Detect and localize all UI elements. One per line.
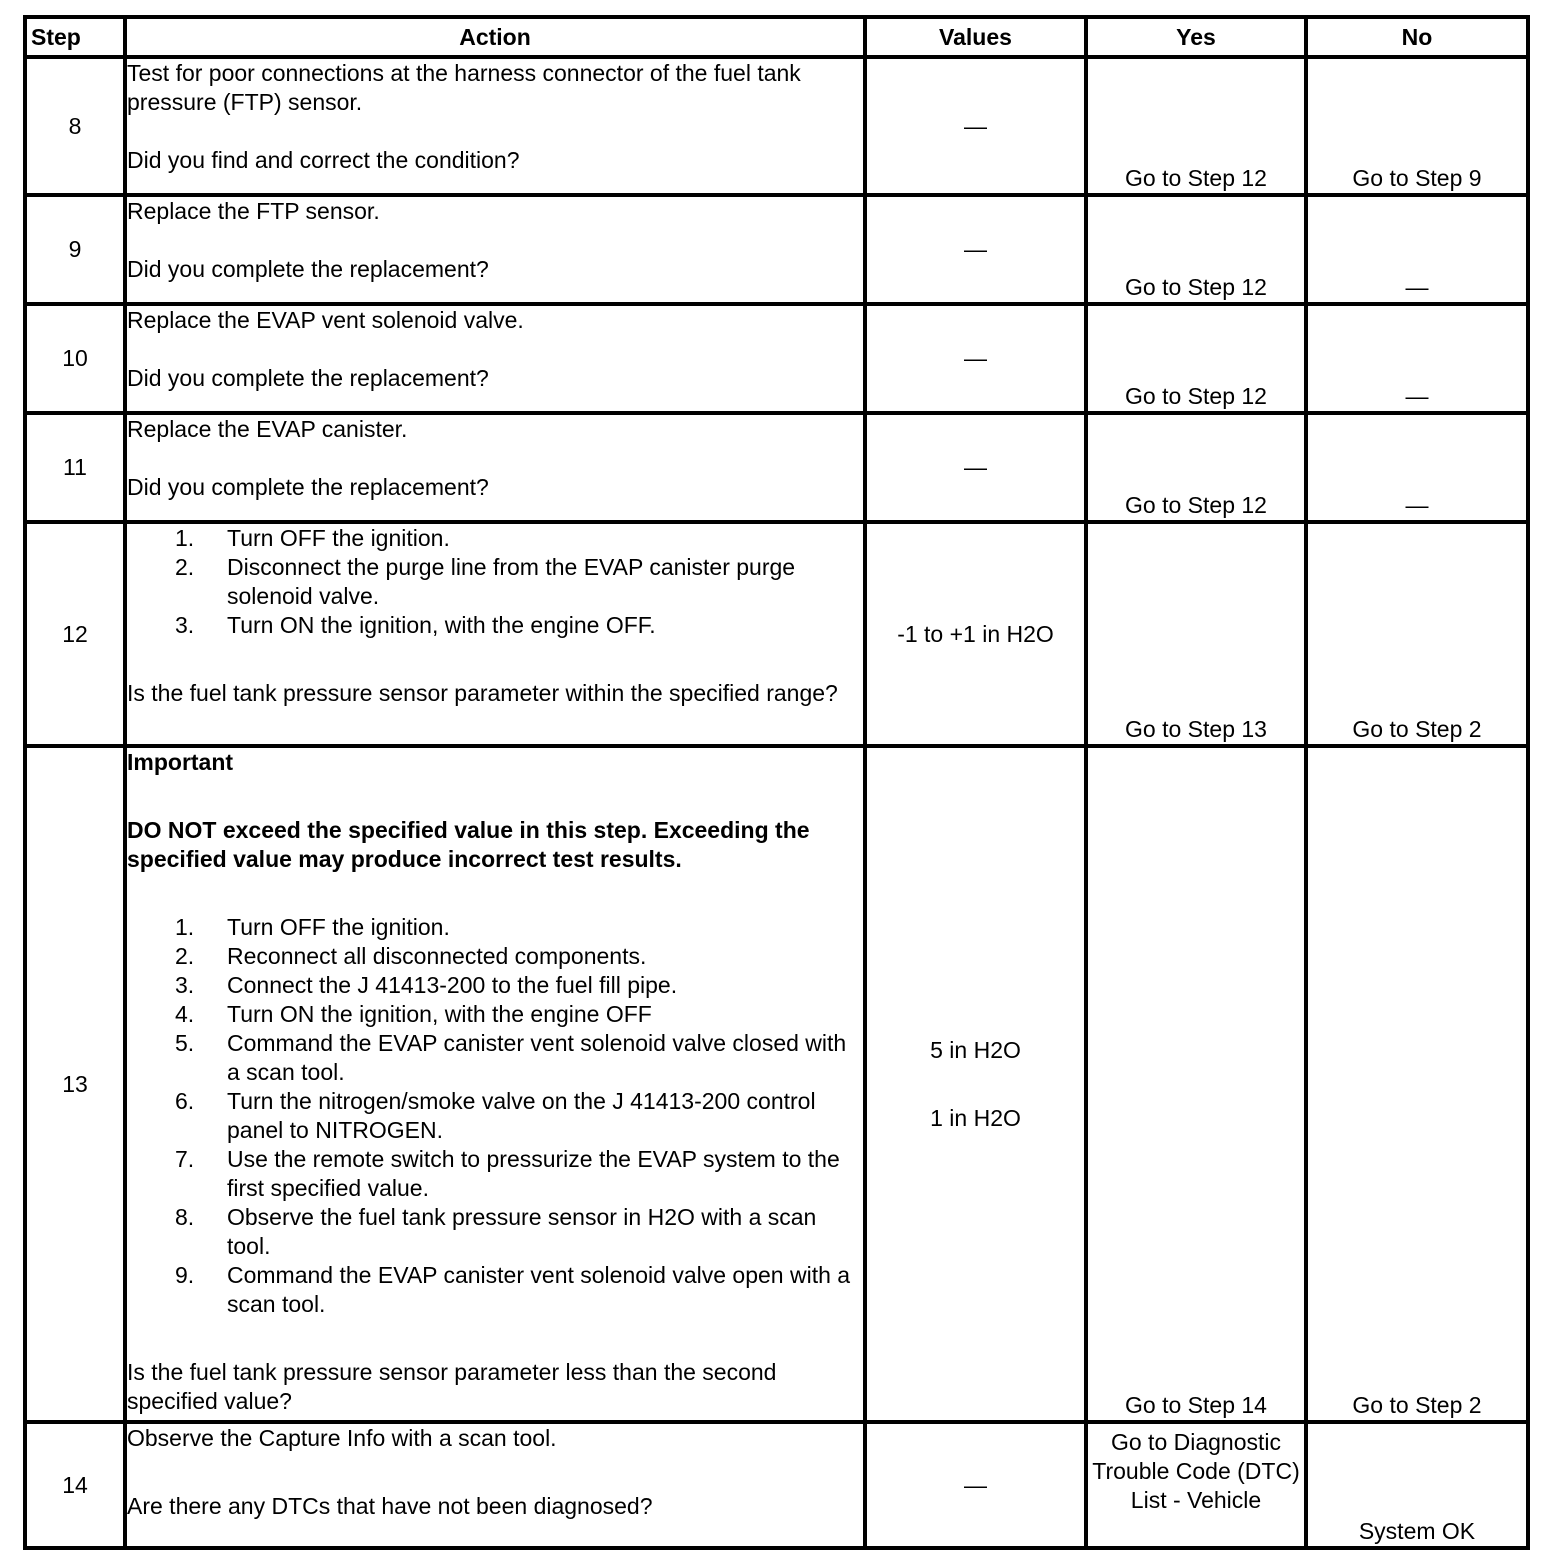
action-question: Did you complete the replacement? [127, 474, 489, 500]
yes-cell: Go to Step 12 [1086, 57, 1306, 195]
yes-cell: Go to Step 12 [1086, 195, 1306, 304]
substep-text: Turn ON the ignition, with the engine OFF [227, 1001, 652, 1027]
header-yes: Yes [1086, 17, 1306, 57]
step-number: 14 [25, 1422, 125, 1548]
substep-text: Turn ON the ignition, with the engine OFF. [227, 612, 656, 638]
important-label: Important [127, 749, 234, 775]
values-cell: — [865, 304, 1086, 413]
header-row [25, 17, 1528, 57]
action-cell [125, 746, 865, 1422]
step-number: 11 [25, 413, 125, 522]
substep-item [175, 611, 863, 640]
substep-text: Disconnect the purge line from the EVAP canister purge solenoid valve. [227, 554, 796, 609]
action-cell [125, 1422, 865, 1548]
substep-text: Observe the fuel tank pressure sensor in H2O with a scan tool. [227, 1204, 817, 1259]
step-number: 8 [25, 57, 125, 195]
substep-number: 7. [175, 1146, 195, 1172]
substep-item [175, 1087, 863, 1145]
substep-text: Connect the J 41413-200 to the fuel fill pipe. [227, 972, 678, 998]
substep-number: 9. [175, 1262, 195, 1288]
value-second: 1 in H2O [930, 1104, 1021, 1131]
values-cell: — [865, 57, 1086, 195]
action-cell [125, 195, 865, 304]
action-cell [125, 522, 865, 746]
table-row [25, 195, 1528, 304]
values-cell: -1 to +1 in H2O [865, 522, 1086, 746]
substep-item [175, 553, 863, 611]
step-number: 13 [25, 746, 125, 1422]
values-cell: — [865, 195, 1086, 304]
important-note: DO NOT exceed the specified value in this step. Exceeding the specified value may produce incorrect test results. [127, 817, 810, 872]
value-first: 5 in H2O [930, 1036, 1021, 1063]
yes-cell: Go to Step 12 [1086, 304, 1306, 413]
substep-number: 2. [175, 943, 195, 969]
no-cell: Go to Step 9 [1306, 57, 1528, 195]
substep-number: 2. [175, 554, 195, 580]
diagnostic-table [23, 15, 1530, 1550]
substep-number: 3. [175, 972, 195, 998]
action-text: Replace the FTP sensor. [127, 198, 380, 224]
substep-list [127, 913, 863, 1319]
action-question: Are there any DTCs that have not been diagnosed? [127, 1493, 653, 1519]
substep-item [175, 524, 863, 553]
substep-list [127, 524, 863, 640]
substep-text: Use the remote switch to pressurize the EVAP system to the first specified value. [227, 1146, 840, 1201]
substep-text: Reconnect all disconnected components. [227, 943, 647, 969]
substep-text: Turn OFF the ignition. [227, 914, 450, 940]
header-values: Values [865, 17, 1086, 57]
yes-cell: Go to Diagnostic Trouble Code (DTC) List - Vehicle [1086, 1422, 1306, 1548]
substep-text: Command the EVAP canister vent solenoid valve open with a scan tool. [227, 1262, 851, 1317]
substep-number: 8. [175, 1204, 195, 1230]
action-question: Did you complete the replacement? [127, 365, 489, 391]
substep-number: 4. [175, 1001, 195, 1027]
substep-text: Turn the nitrogen/smoke valve on the J 41413-200 control panel to NITROGEN. [227, 1088, 816, 1143]
header-action: Action [125, 17, 865, 57]
step-number: 10 [25, 304, 125, 413]
substep-item [175, 1145, 863, 1203]
substep-number: 3. [175, 612, 195, 638]
substep-number: 1. [175, 914, 195, 940]
action-question: Is the fuel tank pressure sensor parameter within the specified range? [127, 680, 838, 706]
header-no: No [1306, 17, 1528, 57]
substep-item [175, 1203, 863, 1261]
table-row [25, 522, 1528, 746]
table-row [25, 413, 1528, 522]
action-question: Did you complete the replacement? [127, 256, 489, 282]
action-text: Observe the Capture Info with a scan tool. [127, 1425, 557, 1451]
action-text: Replace the EVAP canister. [127, 416, 408, 442]
no-cell: — [1306, 304, 1528, 413]
yes-cell: Go to Step 12 [1086, 413, 1306, 522]
values-cell: — [865, 1422, 1086, 1548]
action-cell [125, 304, 865, 413]
action-question: Did you find and correct the condition? [127, 147, 520, 173]
table-row [25, 746, 1528, 1422]
substep-number: 1. [175, 525, 195, 551]
substep-item [175, 1029, 863, 1087]
yes-cell: Go to Step 13 [1086, 522, 1306, 746]
table-row [25, 304, 1528, 413]
substep-item [175, 1261, 863, 1319]
action-cell [125, 413, 865, 522]
table-row [25, 1422, 1528, 1548]
step-number: 12 [25, 522, 125, 746]
no-cell: — [1306, 413, 1528, 522]
action-cell [125, 57, 865, 195]
action-text: Test for poor connections at the harness connector of the fuel tank pressure (FTP) sensor. [127, 60, 801, 115]
header-step: Step [25, 17, 125, 57]
substep-item [175, 971, 863, 1000]
no-cell: Go to Step 2 [1306, 746, 1528, 1422]
substep-text: Command the EVAP canister vent solenoid valve closed with a scan tool. [227, 1030, 847, 1085]
no-cell: System OK [1306, 1422, 1528, 1548]
substep-item [175, 1000, 863, 1029]
action-question: Is the fuel tank pressure sensor parameter less than the second specified value? [127, 1359, 777, 1414]
no-cell: Go to Step 2 [1306, 522, 1528, 746]
substep-text: Turn OFF the ignition. [227, 525, 450, 551]
values-cell [865, 746, 1086, 1422]
table-row [25, 57, 1528, 195]
substep-item [175, 913, 863, 942]
no-cell: — [1306, 195, 1528, 304]
substep-number: 6. [175, 1088, 195, 1114]
substep-number: 5. [175, 1030, 195, 1056]
yes-cell: Go to Step 14 [1086, 746, 1306, 1422]
substep-item [175, 942, 863, 971]
step-number: 9 [25, 195, 125, 304]
values-cell: — [865, 413, 1086, 522]
action-text: Replace the EVAP vent solenoid valve. [127, 307, 524, 333]
